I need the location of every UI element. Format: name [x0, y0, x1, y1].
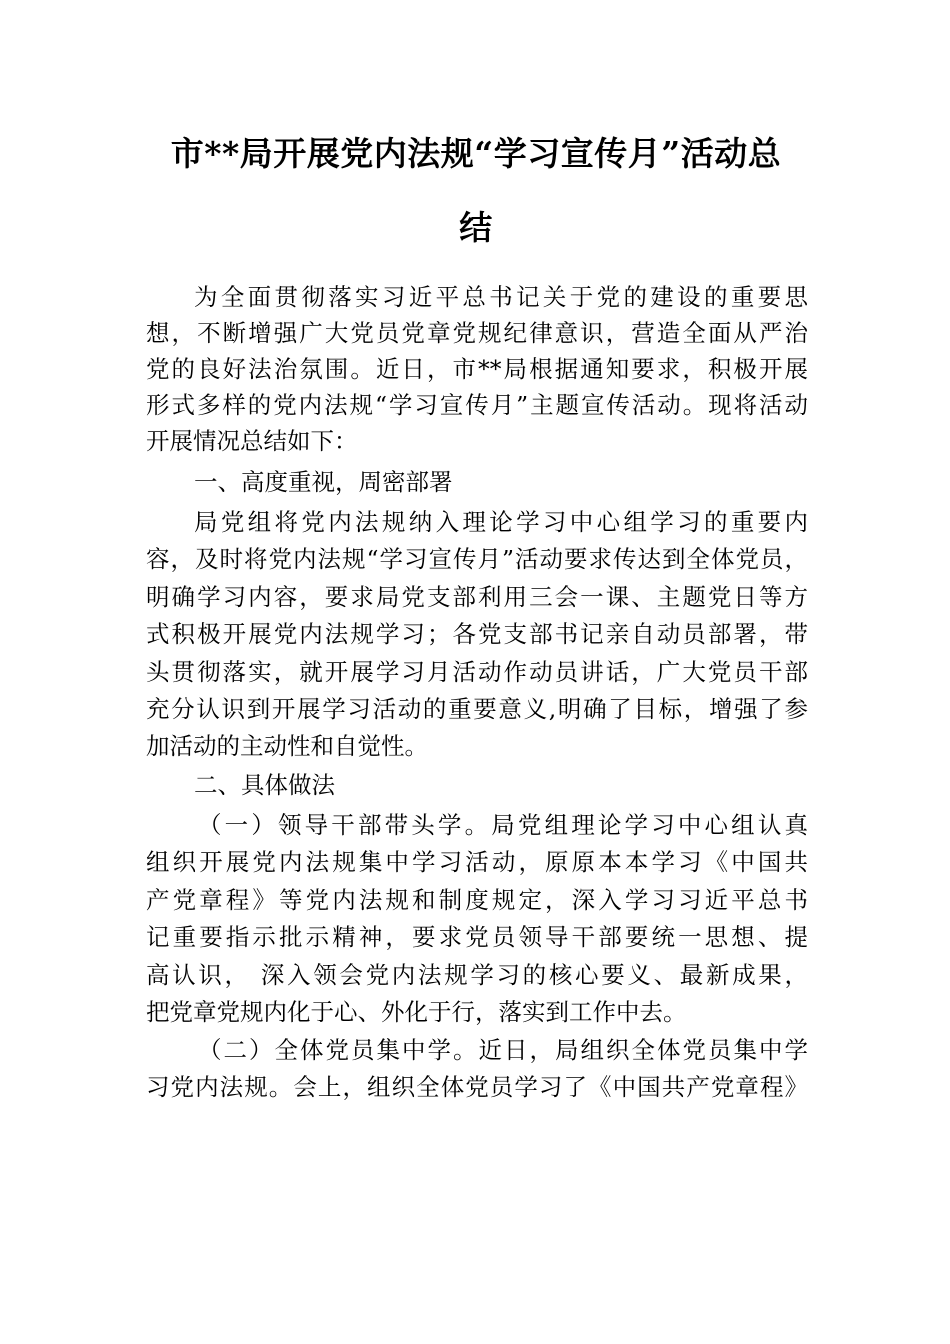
paragraph-intro-line: 为全面贯彻落实习近平总书记关于党的建设的重要思 [194, 283, 808, 311]
paragraph-section-1-line: 明确学习内容，要求局党支部利用三会一课、主题党日等方 [146, 583, 808, 611]
section-heading-2: 二、具体做法 [194, 771, 335, 799]
paragraph-item-1-line: 记重要指示批示精神，要求党员领导干部要统一思想、提 [146, 923, 808, 951]
paragraph-intro-line: 形式多样的党内法规“学习宣传月”主题宣传活动。现将活动 [146, 391, 808, 419]
paragraph-item-1-line: 高认识， 深入领会党内法规学习的核心要义、最新成果， [146, 961, 808, 989]
paragraph-intro-line: 党的良好法治氛围。近日，市**局根据通知要求，积极开展 [146, 355, 808, 383]
paragraph-intro-line: 想，不断增强广大党员党章党规纪律意识，营造全面从严治 [146, 319, 808, 347]
paragraph-item-1-line: （一）领导干部带头学。局党组理论学习中心组认真 [198, 811, 808, 839]
paragraph-section-1-line: 充分认识到开展学习活动的重要意义,明确了目标，增强了参 [146, 695, 808, 723]
document-title-line-1: 市**局开展党内法规“学习宣传月”活动总 [170, 134, 782, 173]
section-heading-1: 一、高度重视，周密部署 [194, 468, 453, 496]
paragraph-intro-line: 开展情况总结如下： [146, 427, 358, 455]
paragraph-item-2-line: （二）全体党员集中学。近日，局组织全体党员集中学 [198, 1036, 808, 1064]
paragraph-item-1-line: 产党章程》等党内法规和制度规定，深入学习习近平总书 [146, 886, 808, 914]
paragraph-item-2-line: 习党内法规。会上，组织全体党员学习了《中国共产党章程》 [146, 1073, 808, 1101]
paragraph-section-1-line: 加活动的主动性和自觉性。 [146, 732, 428, 760]
paragraph-section-1-line: 局党组将党内法规纳入理论学习中心组学习的重要内 [194, 508, 808, 536]
paragraph-section-1-line: 容，及时将党内法规“学习宣传月”活动要求传达到全体党员， [146, 545, 808, 573]
document-title-line-2: 结 [459, 208, 493, 247]
paragraph-section-1-line: 式积极开展党内法规学习；各党支部书记亲自动员部署，带 [146, 620, 808, 648]
paragraph-item-1-line: 组织开展党内法规集中学习活动，原原本本学习《中国共 [146, 848, 808, 876]
paragraph-item-1-line: 把党章党规内化于心、外化于行，落实到工作中去。 [146, 998, 687, 1026]
paragraph-section-1-line: 头贯彻落实，就开展学习月活动作动员讲话，广大党员干部 [146, 658, 808, 686]
